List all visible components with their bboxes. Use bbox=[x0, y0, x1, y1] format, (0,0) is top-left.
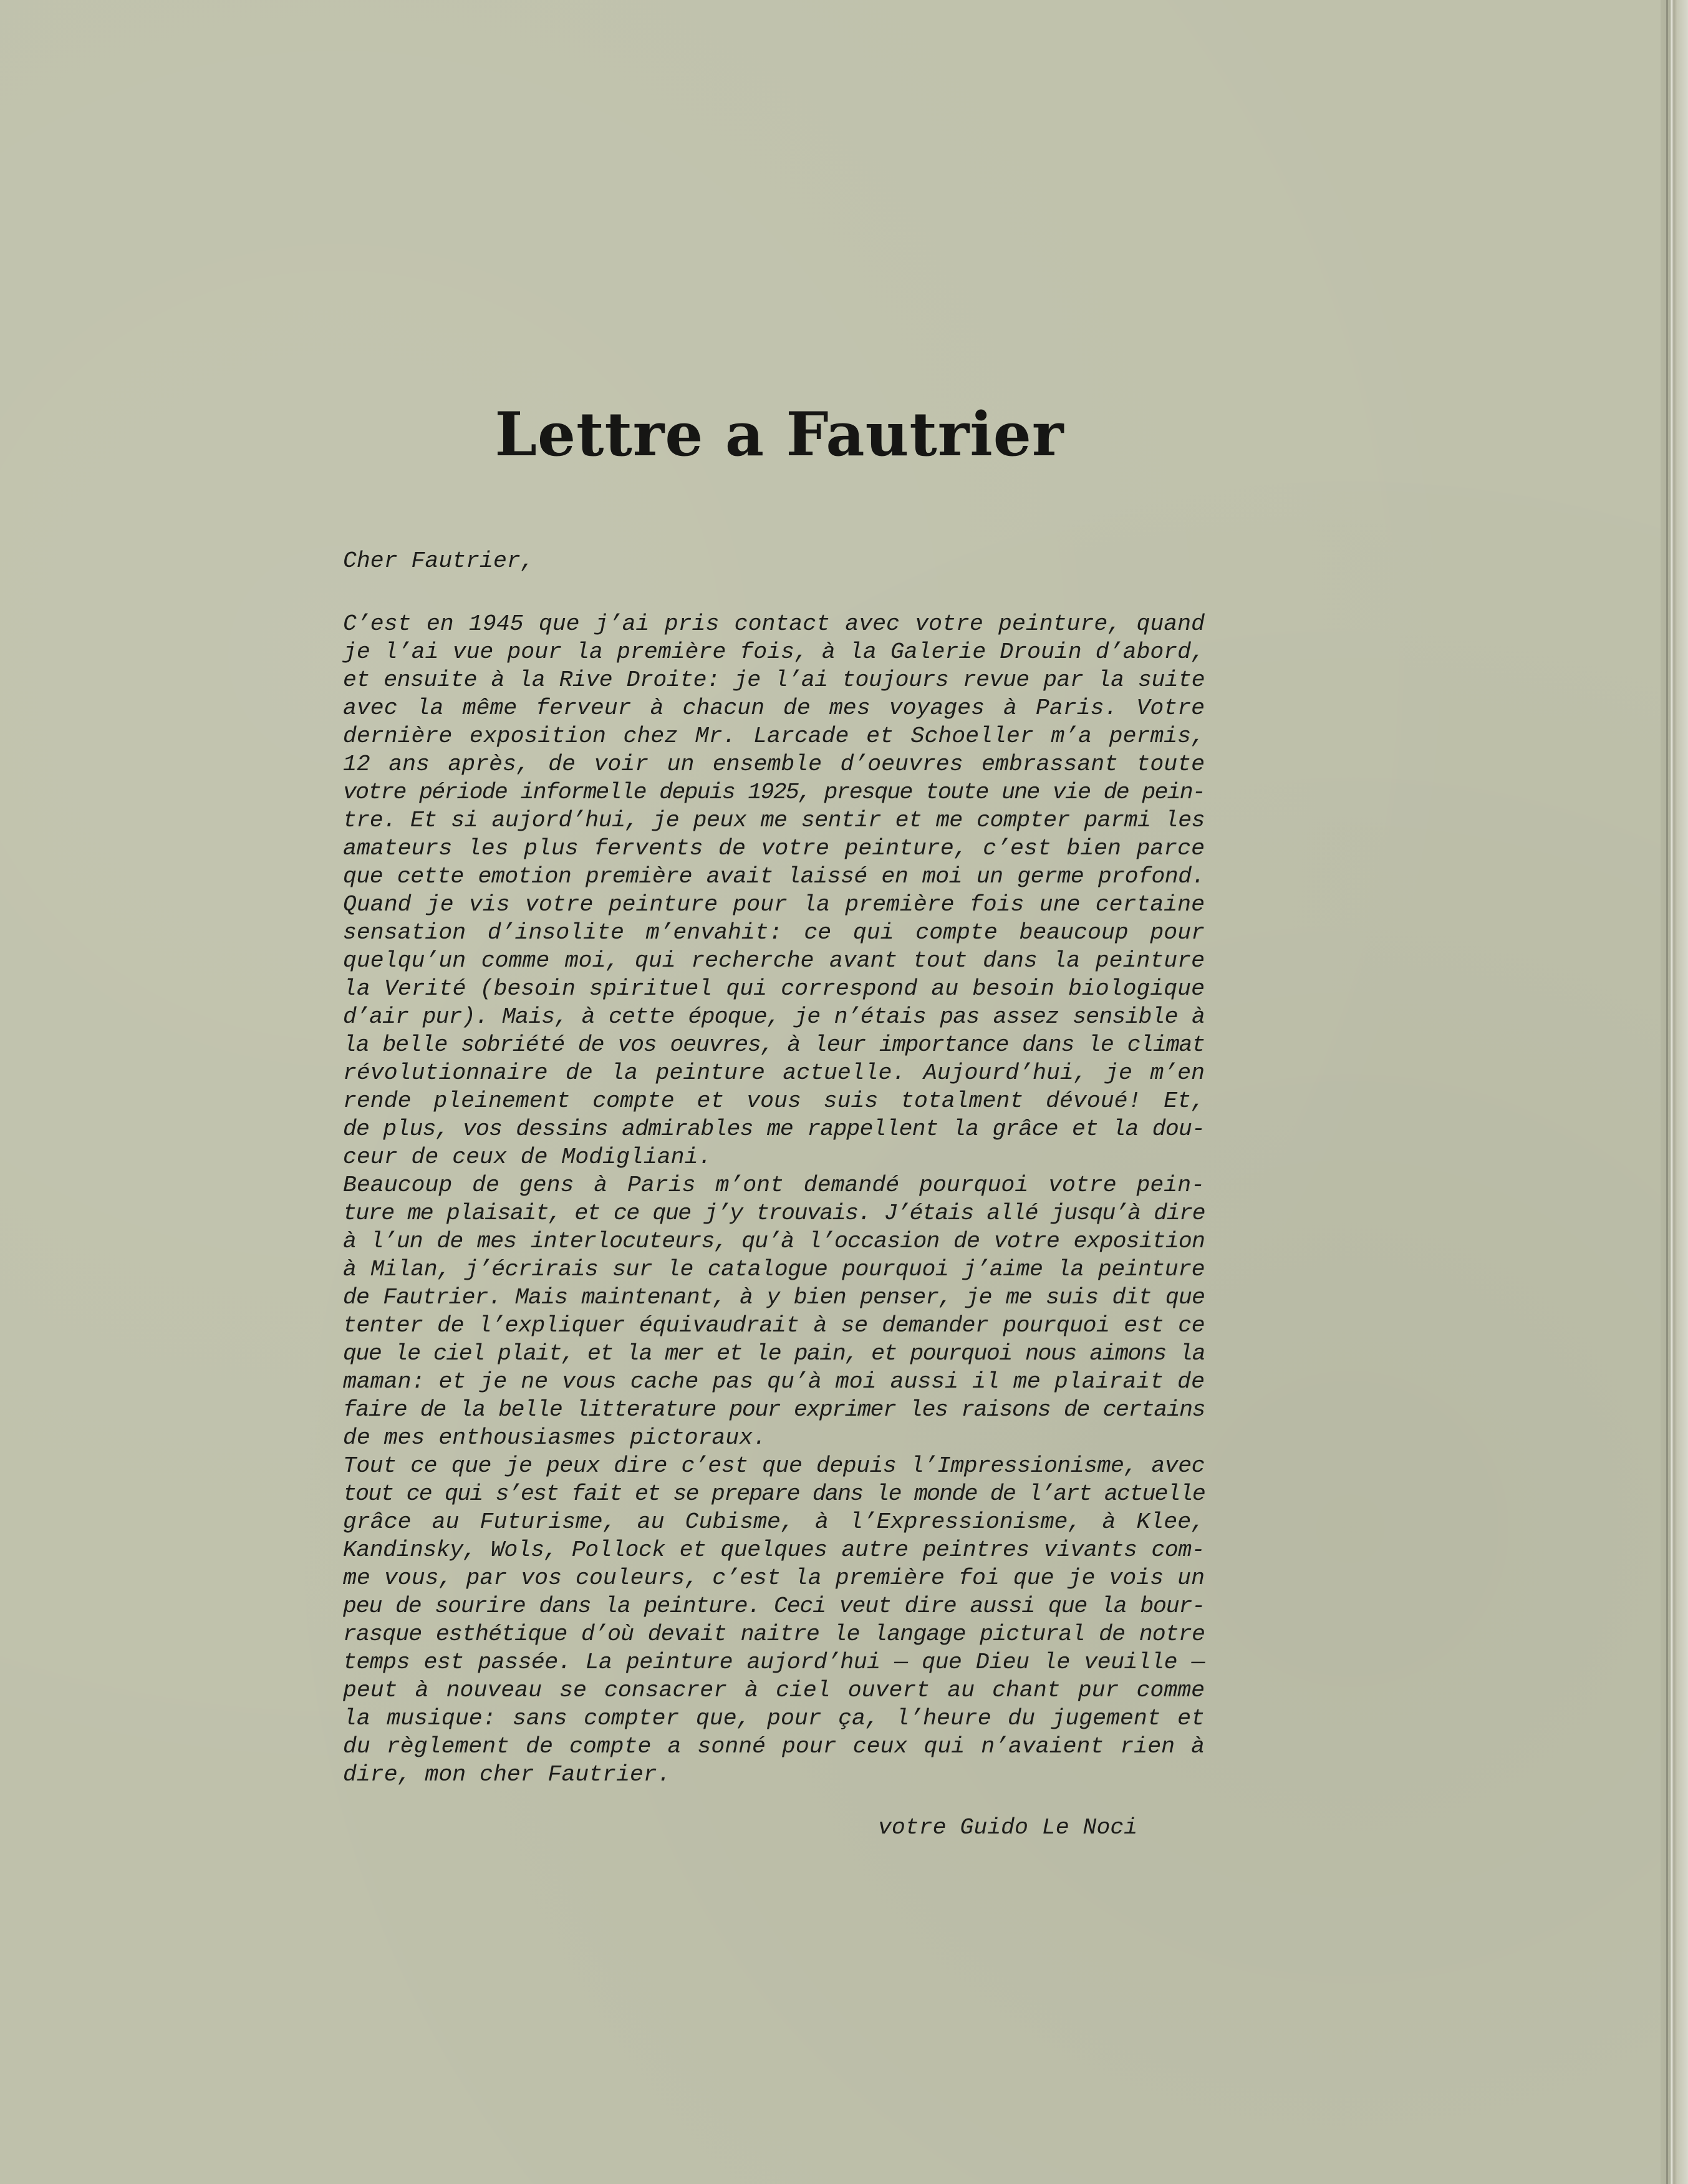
letter-line: à l’un de mes interlocuteurs, qu’à l’occasion de votre exposition bbox=[343, 1229, 1205, 1254]
letter-line: Kandinsky, Wols, Pollock et quelques autre peintres vivants com- bbox=[343, 1537, 1205, 1563]
letter-line: votre période informelle depuis 1925, presque toute une vie de pein- bbox=[343, 780, 1205, 805]
letter-signature: votre Guido Le Noci bbox=[878, 1815, 1138, 1840]
letter-line: la musique: sans compter que, pour ça, l’heure du jugement et bbox=[343, 1706, 1205, 1731]
letter-line: rasque esthétique d’où devait naitre le langage pictural de notre bbox=[343, 1621, 1205, 1647]
letter-line: amateurs les plus fervents de votre peinture, c’est bien parce bbox=[343, 836, 1205, 861]
letter-line: tout ce qui s’est fait et se prepare dans le monde de l’art actuelle bbox=[343, 1481, 1205, 1507]
letter-paragraph bbox=[343, 610, 1205, 1171]
letter-body bbox=[343, 547, 1205, 1789]
letter-line: me vous, par vos couleurs, c’est la première foi que je vois un bbox=[343, 1565, 1205, 1591]
letter-line: 12 ans après, de voir un ensemble d’oeuvres embrassant toute bbox=[343, 751, 1205, 777]
letter-paragraphs bbox=[343, 610, 1205, 1789]
letter-line: temps est passée. La peinture aujord’hui — que Dieu le veuille — bbox=[343, 1650, 1205, 1675]
letter-line: de Fautrier. Mais maintenant, à y bien penser, je me suis dit que bbox=[343, 1285, 1205, 1310]
letter-line: maman: et je ne vous cache pas qu’à moi aussi il me plairait de bbox=[343, 1369, 1205, 1394]
letter-line: révolutionnaire de la peinture actuelle. Aujourd’hui, je m’en bbox=[343, 1060, 1205, 1086]
letter-line: Tout ce que je peux dire c’est que depuis l’Impressionisme, avec bbox=[343, 1453, 1205, 1479]
letter-line: peut à nouveau se consacrer à ciel ouvert au chant pur comme bbox=[343, 1678, 1205, 1703]
letter-line: que cette emotion première avait laissé en moi un germe profond. bbox=[343, 864, 1205, 889]
letter-paragraph bbox=[343, 1452, 1205, 1789]
letter-salutation: Cher Fautrier, bbox=[343, 548, 534, 574]
letter-line: à Milan, j’écrirais sur le catalogue pourquoi j’aime la peinture bbox=[343, 1257, 1205, 1282]
letter-line: avec la même ferveur à chacun de mes voyages à Paris. Votre bbox=[343, 695, 1205, 721]
letter-line: tenter de l’expliquer équivaudrait à se demander pourquoi est ce bbox=[343, 1313, 1205, 1338]
paper-edge bbox=[1661, 0, 1688, 2184]
letter-line: ture me plaisait, et ce que j’y trouvais. J’étais allé jusqu’à dire bbox=[343, 1201, 1205, 1226]
letter-line: de mes enthousiasmes pictoraux. bbox=[343, 1425, 767, 1451]
letter-line: ceur de ceux de Modigliani. bbox=[343, 1144, 712, 1170]
letter-title: Lettre a Fautrier bbox=[494, 399, 1064, 470]
letter-line: dernière exposition chez Mr. Larcade et Schoeller m’a permis, bbox=[343, 723, 1205, 749]
letter-line: quelqu’un comme moi, qui recherche avant tout dans la peinture bbox=[343, 948, 1205, 974]
letter-line: de plus, vos dessins admirables me rappellent la grâce et la dou- bbox=[343, 1116, 1205, 1142]
letter-line: dire, mon cher Fautrier. bbox=[343, 1762, 671, 1787]
letter-line: C’est en 1945 que j’ai pris contact avec votre peinture, quand bbox=[343, 611, 1205, 637]
letter-line: la belle sobriété de vos oeuvres, à leur importance dans le climat bbox=[343, 1032, 1205, 1058]
letter-line: grâce au Futurisme, au Cubisme, à l’Expressionisme, à Klee, bbox=[343, 1509, 1205, 1535]
letter-line: faire de la belle litterature pour exprimer les raisons de certains bbox=[343, 1397, 1205, 1423]
letter-paragraph bbox=[343, 1171, 1205, 1452]
letter-line: et ensuite à la Rive Droite: je l’ai toujours revue par la suite bbox=[343, 667, 1205, 693]
paper-edge-shadow bbox=[1666, 0, 1668, 2184]
letter-line: Quand je vis votre peinture pour la première fois une certaine bbox=[343, 892, 1205, 917]
letter-line: du règlement de compte a sonné pour ceux qui n’avaient rien à bbox=[343, 1734, 1205, 1759]
letter-line: Beaucoup de gens à Paris m’ont demandé pourquoi votre pein- bbox=[343, 1172, 1205, 1198]
letter-line: rende pleinement compte et vous suis totalment dévoué! Et, bbox=[343, 1088, 1205, 1114]
letter-line: d’air pur). Mais, à cette époque, je n’étais pas assez sensible à bbox=[343, 1004, 1205, 1030]
letter-line: peu de sourire dans la peinture. Ceci veut dire aussi que la bour- bbox=[343, 1593, 1205, 1619]
letter-line: que le ciel plait, et la mer et le pain, et pourquoi nous aimons la bbox=[343, 1341, 1205, 1366]
letter-line: tre. Et si aujord’hui, je peux me sentir et me compter parmi les bbox=[343, 808, 1205, 833]
letter-line: la Verité (besoin spirituel qui correspond au besoin biologique bbox=[343, 976, 1205, 1002]
letter-line: je l’ai vue pour la première fois, à la Galerie Drouin d’abord, bbox=[343, 639, 1205, 665]
letter-line: sensation d’insolite m’envahit: ce qui compte beaucoup pour bbox=[343, 920, 1205, 945]
